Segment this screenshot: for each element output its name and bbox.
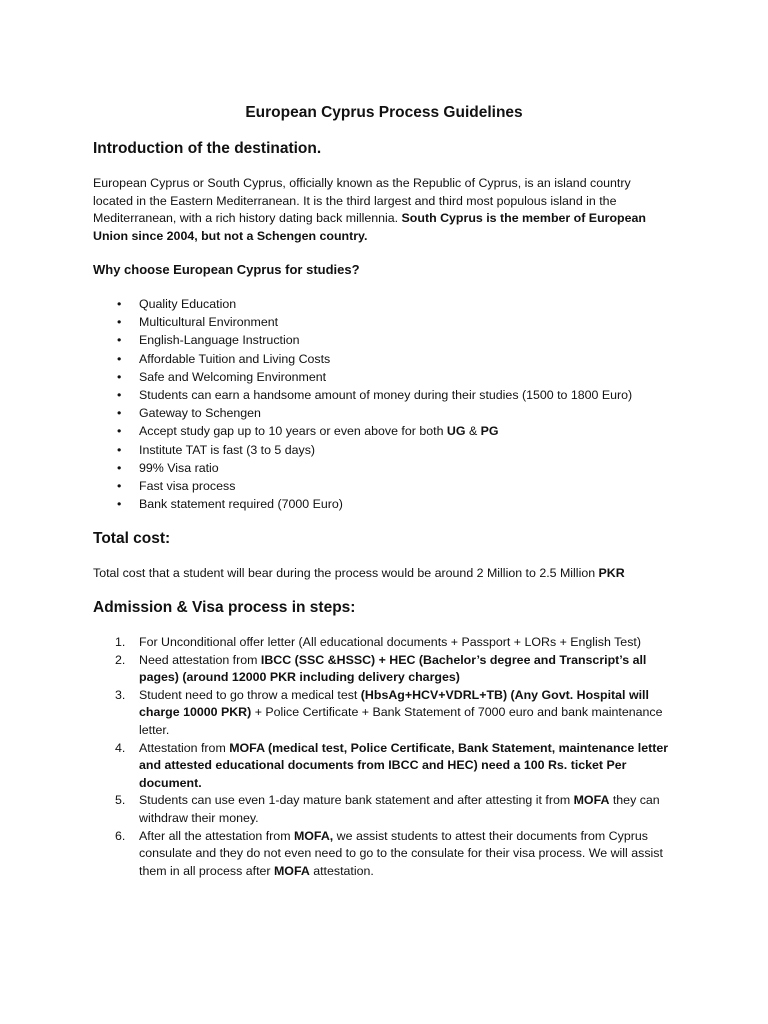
list-item: • Bank statement required (7000 Euro) [93,495,693,513]
list-item: • English-Language Instruction [93,331,693,349]
cost-heading: Total cost: [93,530,171,547]
bullet-icon: • [117,351,122,366]
list-item: • Accept study gap up to 10 years or even above for both UG & PG [93,422,693,440]
list-item: • Safe and Welcoming Environment [93,368,693,386]
list-item: • Affordable Tuition and Living Costs [93,350,693,368]
list-item: 2. Need attestation from IBCC (SSC &HSSC) + HEC (Bachelor’s degree and Transcript’s all pages) (around 12000 PKR including delivery charges) [115,652,647,685]
intro-text: European Cyprus or South Cyprus, officially known as the Republic of Cyprus, is an island country located in the Eastern Mediterranean. It is the third largest and third most populous island in the Mediterranean, with a rich history dating back millennia. [93,176,631,226]
list-item: • Gateway to Schengen [93,404,693,422]
list-item: • 99% Visa ratio [93,459,693,477]
bullet-icon: • [117,497,122,512]
document-title: European Cyprus Process Guidelines [245,104,523,121]
bullet-icon: • [117,388,122,403]
bullet-icon: • [117,315,122,330]
list-item: 5. Students can use even 1-day mature bank statement and after attesting it from MOFA they can withdraw their money. [115,793,660,825]
steps-list [93,634,678,880]
list-item: 6. After all the attestation from MOFA, we assist students to attest their documents from Cyprus consulate and they do not even need to go to the consulate for their visa process. We will assist them in all process after MOFA attestation. [115,828,663,878]
bullet-icon: • [117,406,122,421]
bullet-icon: • [117,479,122,494]
intro-bold-text: South Cyprus is the member of European Union since 2004, but not a Schengen country. [93,211,646,243]
why-heading: Why choose European Cyprus for studies? [93,262,360,277]
bullet-icon: • [117,424,122,439]
list-item: • Institute TAT is fast (3 to 5 days) [93,441,693,459]
list-item: 4. Attestation from MOFA (medical test, Police Certificate, Bank Statement, maintenance letter and attested educational documents from IBCC and HEC) need a 100 Rs. ticket Per document. [115,740,669,790]
bullet-icon: • [117,460,122,475]
bullet-icon: • [117,442,122,457]
list-item: • Multicultural Environment [93,313,693,331]
intro-paragraph [93,175,673,245]
steps-heading: Admission & Visa process in steps: [93,599,356,616]
bullet-icon: • [117,369,122,384]
list-item: 3. Student need to go throw a medical test (HbsAg+HCV+VDRL+TB) (Any Govt. Hospital will charge 10000 PKR) + Police Certificate + Bank Statement of 7000 euro and bank maintenance letter. [115,687,663,737]
bullet-icon: • [117,333,122,348]
list-item: • Students can earn a handsome amount of money during their studies (1500 to 1800 Euro) [93,386,693,404]
intro-heading: Introduction of the destination. [93,140,322,157]
list-item: • Quality Education [93,295,693,313]
cost-paragraph: Total cost that a student will bear during the process would be around 2 Million to 2.5 Million PKR [93,566,625,580]
why-list [93,295,693,513]
bullet-icon: • [117,297,122,311]
list-item: 1. For Unconditional offer letter (All educational documents + Passport + LORs + English Test) [115,635,641,649]
list-item: • Fast visa process [93,477,693,495]
